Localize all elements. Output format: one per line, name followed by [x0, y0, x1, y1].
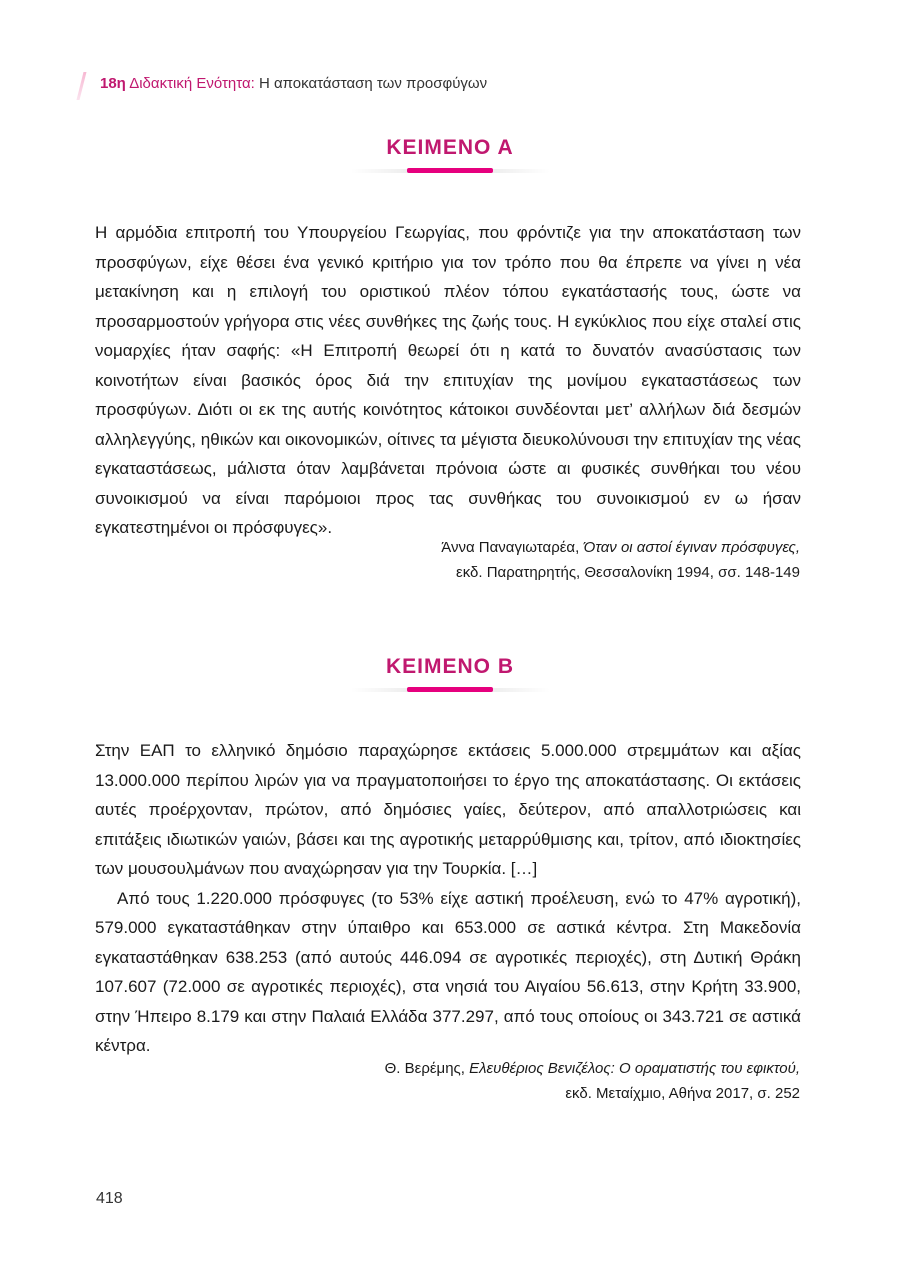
heading-underline	[350, 168, 550, 176]
heading-letter: Β	[497, 655, 515, 678]
unit-title: Η αποκατάσταση των προσφύγων	[258, 75, 488, 92]
section-b-body	[95, 736, 801, 1061]
source-line-1	[280, 1056, 800, 1081]
underline-bar	[407, 687, 493, 692]
unit-number: 18η	[100, 75, 126, 92]
unit-label: Διδακτική Ενότητα:	[129, 75, 255, 92]
section-a-body	[95, 218, 801, 543]
underline-bar	[407, 168, 493, 173]
heading-letter: Α	[497, 136, 514, 159]
header-text	[100, 75, 487, 92]
section-a-title	[0, 136, 900, 160]
heading-prefix: ΚΕΙΜΕΝΟ	[386, 136, 492, 159]
section-b-paragraph-2: Από τους 1.220.000 πρόσφυγες (το 53% είχε αστική προέλευση, ενώ το 47% αγροτική), 579.000 εγκαταστάθηκαν στην ύπαιθρο και 653.000 σε αστικά κέντρα. Στη Μακεδονία εγκαταστάθηκαν 638.253 (από αυτούς 446.094 σε αγροτικές περιοχές), στη Δυτική Θράκη 107.607 (72.000 σε αγροτικές περιοχές), στα νησιά του Αιγαίου 56.613, στην Κρήτη 33.900, στην Ήπειρο 8.179 και στην Παλαιά Ελλάδα 377.297, από τους οποίους οι 343.721 σε αστικά κέντρα.	[95, 888, 801, 1055]
section-b-source	[280, 1056, 800, 1106]
section-a-heading	[0, 136, 900, 176]
header-accent-mark	[77, 72, 87, 100]
section-a-paragraph: Η αρμόδια επιτροπή του Υπουργείου Γεωργίας, που φρόντιζε για την αποκατάσταση των προσφύγων, είχε θέσει ένα γενικό κριτήριο για τον τρόπο που θα έπρεπε να γίνει η νέα μετακίνηση και η επιλογή του οριστικού πλέον τόπου εγκατάστασής τους, ώστε να προσαρμοστούν γρήγορα στις νέες συνθήκες της ζωής τους. Η εγκύκλιος που είχε σταλεί στις νομαρχίες ήταν σαφής: «Η Επιτροπή θεωρεί ότι η κατά το δυνατόν ανασύστασις των κοινοτήτων είναι βασικός όρος διά την επιτυχίαν της μονίμου εγκαταστάσεως των προσφύγων. Διότι οι εκ της αυτής κοινότητος κάτοικοι συνδέονται μετ’ αλλήλων διά δεσμών αλληλεγγύης, ηθικών και οικονομικών, οίτινες τα μέγιστα διευκολύνουσι την επιτυχίαν της νέας εγκαταστάσεως, μάλιστα όταν λαμβάνεται πρόνοια ώστε αι φυσικές συνθήκαι του νέου συνοικισμού να είναι παρόμοιοι προς τας συνθήκας του συνοικισμού εν ω ήσαν εγκατεστημένοι οι πρόσφυγες».	[95, 223, 801, 537]
page-number: 418	[96, 1190, 123, 1207]
heading-prefix: ΚΕΙΜΕΝΟ	[385, 655, 491, 678]
source-publisher: εκδ. Μεταίχμιο, Αθήνα 2017, σ. 252	[565, 1085, 800, 1102]
source-line-1	[280, 535, 800, 560]
source-title: Όταν οι αστοί έγιναν πρόσφυγες,	[583, 539, 800, 556]
source-author: Θ. Βερέμης,	[384, 1060, 470, 1077]
section-a-source	[280, 535, 800, 585]
source-author: Άννα Παναγιωταρέα,	[441, 539, 584, 556]
section-b-paragraph-1: Στην ΕΑΠ το ελληνικό δημόσιο παραχώρησε εκτάσεις 5.000.000 στρεμμάτων και αξίας 13.000.000 περίπου λιρών για να πραγματοποιήσει το έργο της αποκατάστασης. Οι εκτάσεις αυτές προέρχονταν, πρώτον, από δημόσιες γαίες, δεύτερον, από απαλλοτριώσεις και επιτάξεις ιδιωτικών γαιών, βάσει και της αγροτικής μεταρρύθμισης και, τρίτον, από ιδιοκτησίες των μουσουλμάνων που αναχώρησαν για την Τουρκία. […]	[95, 741, 801, 878]
source-publisher: εκδ. Παρατηρητής, Θεσσαλονίκη 1994, σσ. 148-149	[456, 564, 800, 581]
heading-underline	[350, 687, 550, 695]
source-title: Ελευθέριος Βενιζέλος: Ο οραματιστής του εφικτού,	[469, 1060, 800, 1077]
running-header	[80, 70, 680, 102]
section-b-heading	[0, 655, 900, 695]
section-b-title	[0, 655, 900, 679]
